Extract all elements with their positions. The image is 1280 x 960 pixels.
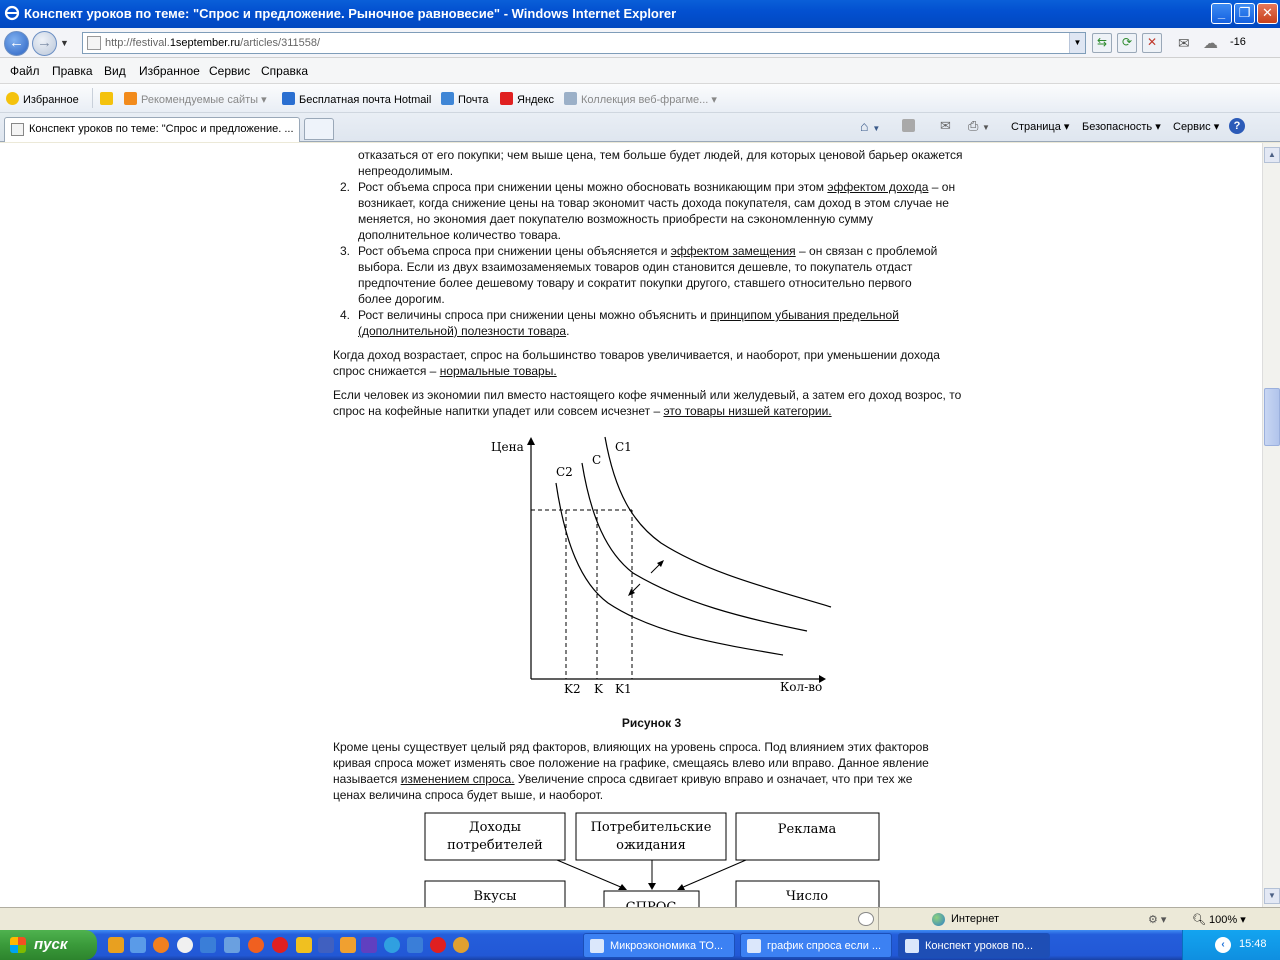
mail-icon <box>441 92 454 105</box>
quicklaunch-app-icon[interactable] <box>340 937 356 953</box>
zoom-level[interactable]: 🔍︎ 100% ▾ <box>1192 914 1246 926</box>
opera-icon[interactable] <box>272 937 288 953</box>
forward-button[interactable]: → <box>32 31 57 56</box>
vertical-scrollbar[interactable] <box>1262 143 1280 907</box>
paragraph-inferior-goods: Если человек из экономии пил вместо настоящего кофе ячменный или желудевый, а затем его доход возрос, то спрос на кофейные напитки упадет или совсем исчезнет – это товары низшей категории. <box>333 388 962 418</box>
yandex-icon <box>500 92 513 105</box>
list-item-fragment: отказаться от его покупки; чем выше цена, тем больше будет людей, для которых ценовой барьер окажется непреодолимым. <box>358 148 963 178</box>
quicklaunch-app-icon[interactable] <box>130 937 146 953</box>
address-dropdown-icon[interactable]: ▼ <box>1069 33 1085 53</box>
status-bar <box>0 907 1280 930</box>
link-marginal-utility[interactable]: принципом убывания предельной (дополнительной) полезности товара <box>358 308 899 338</box>
page-icon <box>11 123 24 136</box>
taskbar-item-ie-active[interactable]: Конспект уроков по... <box>898 933 1050 958</box>
quicklaunch-app-icon[interactable] <box>453 937 469 953</box>
help-icon[interactable]: ? <box>1229 118 1245 134</box>
ie-icon[interactable] <box>200 937 216 953</box>
taskbar <box>0 930 1280 960</box>
status-divider <box>878 908 879 930</box>
print-icon[interactable]: ⎙ ▼ <box>968 118 990 133</box>
curve-c1 <box>605 437 831 607</box>
scroll-up-icon[interactable]: ▲ <box>1264 147 1280 163</box>
ie-page-icon <box>564 92 577 105</box>
refresh-icon[interactable]: ⟳ <box>1117 33 1137 53</box>
maximize-button[interactable]: ❐ <box>1234 3 1255 24</box>
stop-icon[interactable]: ✕ <box>1142 33 1162 53</box>
menu-help[interactable]: Справка <box>261 64 309 78</box>
address-bar[interactable] <box>82 32 1086 54</box>
firefox-icon[interactable] <box>153 937 169 953</box>
clock: 15:48 <box>1239 938 1267 950</box>
list-number: 2. <box>340 180 351 194</box>
fav-web-slices[interactable]: Коллекция веб-фрагме... ▾ <box>564 92 717 106</box>
command-tools[interactable]: Сервис ▾ <box>1173 121 1220 133</box>
y-axis-arrow-icon <box>527 437 535 445</box>
tick-label-k: K <box>594 682 603 696</box>
compatibility-view-icon[interactable]: ⇆ <box>1092 33 1112 53</box>
favorites-bar <box>0 84 1280 113</box>
windows-logo-icon <box>10 937 26 953</box>
quicklaunch-app-icon[interactable] <box>318 937 334 953</box>
security-zone: Интернет <box>951 913 999 925</box>
command-safety[interactable]: Безопасность ▾ <box>1082 121 1161 133</box>
tick-label-k1: K1 <box>615 682 632 696</box>
taskbar-item-word[interactable]: Микроэкономика ТО... <box>583 933 735 958</box>
start-button[interactable]: пуск <box>0 930 97 960</box>
list-number: 4. <box>340 308 351 322</box>
popup-blocked-icon[interactable] <box>858 912 874 926</box>
opera-icon[interactable] <box>430 937 446 953</box>
fav-hotmail[interactable]: Бесплатная почта Hotmail <box>282 92 431 106</box>
demand-factors-diagram <box>423 811 883 907</box>
fav-suggested-sites[interactable]: Рекомендуемые сайты ▾ <box>124 92 267 106</box>
paragraph-normal-goods: Когда доход возрастает, спрос на большинство товаров увеличивается, и наоборот, при уменьшении дохода спрос снижается – нормальные товары. <box>333 348 940 378</box>
arrow-income-demand <box>557 860 623 888</box>
link-normal-goods[interactable]: нормальные товары. <box>439 364 557 378</box>
command-page[interactable]: Страница ▾ <box>1011 121 1070 133</box>
factor-label-number: Число <box>785 889 829 904</box>
weather-cloud-icon: ☁ <box>1203 35 1218 52</box>
arrowhead-icon <box>648 883 656 890</box>
tab-row <box>0 113 1280 142</box>
list-item: Рост объема спроса при снижении цены можно обосновать возникающим при этом эффектом дохода – он возникает, когда снижение цены на товар экономит часть дохода покупателя, сам доход в этом случае не меняется, но экономия дает покупателю возможность приобрести на сэкономленную сумму дополнительное количество товара. <box>358 180 956 242</box>
list-item: Рост объема спроса при снижении цены объясняется и эффектом замещения – он связан с проблемой выбора. Если из двух взаимозаменяемых товаров один становится дешевле, то покупатель отдаст предпочтение более дешевому товару и сократит покупки другого, ставшего относительно первого более дорогим. <box>358 244 938 306</box>
add-favorite-icon[interactable] <box>100 92 117 106</box>
factor-label-income: Доходы потребителей <box>447 820 543 853</box>
internet-globe-icon <box>932 913 945 926</box>
list-item: Рост величины спроса при снижении цены можно объяснить и принципом убывания предельной (дополнительной) полезности товара. <box>358 308 899 338</box>
ie-icon <box>905 939 919 953</box>
new-tab-button[interactable] <box>304 118 334 140</box>
history-dropdown-icon[interactable]: ▼ <box>60 38 69 48</box>
link-inferior-goods[interactable]: это товары низшей категории. <box>663 404 832 418</box>
tick-label-k2: K2 <box>564 682 581 696</box>
factor-label-tastes: Вкусы <box>473 889 517 904</box>
curve-c <box>582 463 807 631</box>
menu-favorites[interactable]: Избранное <box>139 64 200 78</box>
system-tray <box>1182 930 1280 960</box>
rss-feed-icon[interactable] <box>902 119 915 132</box>
title-bar <box>0 0 1280 28</box>
x-axis-label: Кол-во <box>780 680 823 694</box>
word-document-icon <box>590 939 604 953</box>
page-viewport <box>0 143 1262 907</box>
address-row <box>0 28 1280 58</box>
close-button[interactable]: ✕ <box>1257 3 1278 24</box>
list-number: 3. <box>340 244 351 258</box>
taskbar-item-ie-graph[interactable]: график спроса если ... <box>740 933 892 958</box>
firefox-icon[interactable] <box>248 937 264 953</box>
ie-page-icon <box>282 92 295 105</box>
mail-icon[interactable]: ✉ <box>1178 35 1190 51</box>
figure-caption: Рисунок 3 <box>621 716 682 730</box>
media-player-icon[interactable] <box>177 937 193 953</box>
fav-yandex[interactable]: Яндекс <box>500 92 554 106</box>
y-axis-label: Цена <box>491 440 524 454</box>
weather-temperature: -16 <box>1230 36 1246 48</box>
page-icon <box>87 36 101 50</box>
favorites-divider <box>92 88 93 108</box>
star-icon <box>6 92 19 105</box>
curve-label-c2: C2 <box>556 465 573 479</box>
paragraph-demand-change: Кроме цены существует целый ряд факторов, влияющих на уровень спроса. Под влиянием этих факторов кривая спроса может изменять свое положение на графике, смещаясь влево или вправо. Данное явление называется изменением спроса. Увеличение спроса сдвигает кривую вправо и означает, что при тех же ценах величина спроса будет выше, и наоборот. <box>333 740 929 802</box>
curve-label-c: C <box>592 453 602 467</box>
read-mail-icon[interactable]: ✉ <box>940 118 951 133</box>
address-url: http://festival.1september.ru/articles/311558/ <box>105 37 321 49</box>
window-title: Конспект уроков по теме: "Спрос и предложение. Рыночное равновесие" - Windows Internet Explorer <box>24 6 677 21</box>
quicklaunch-app-icon[interactable] <box>224 937 240 953</box>
fav-mail[interactable]: Почта <box>441 92 489 106</box>
ie-icon <box>747 939 761 953</box>
curve-label-c1: C1 <box>615 440 632 454</box>
protected-mode-icon[interactable]: ⚙ ▾ <box>1148 914 1167 926</box>
factor-label-advertising: Реклама <box>777 822 837 837</box>
minimize-button[interactable]: _ <box>1211 3 1232 24</box>
back-button[interactable]: ← <box>4 31 29 56</box>
menu-file[interactable]: Файл <box>10 64 40 78</box>
quicklaunch-app-icon[interactable] <box>108 937 124 953</box>
link-income-effect[interactable]: эффектом дохода <box>827 180 929 194</box>
quicklaunch-app-icon[interactable] <box>296 937 312 953</box>
quicklaunch-app-icon[interactable] <box>384 937 400 953</box>
scroll-thumb[interactable] <box>1264 388 1280 446</box>
factor-label-expectations: Потребительские ожидания <box>590 820 712 853</box>
menu-view[interactable]: Вид <box>104 64 126 78</box>
demand-curves-graph <box>483 433 843 703</box>
menu-edit[interactable]: Правка <box>52 64 93 78</box>
curve-c2 <box>556 483 783 655</box>
suggested-sites-icon <box>124 92 137 105</box>
favorites-button[interactable]: Избранное <box>6 92 79 106</box>
menu-bar <box>0 58 1280 84</box>
tab-active[interactable]: Конспект уроков по теме: "Спрос и предложение. ... <box>4 117 300 142</box>
ie-icon[interactable] <box>407 937 423 953</box>
home-icon[interactable]: ⌂ ▼ <box>860 118 881 134</box>
ie-logo-icon <box>4 5 20 21</box>
link-demand-change[interactable]: изменением спроса. <box>400 772 515 786</box>
menu-tools[interactable]: Сервис <box>209 64 251 78</box>
link-substitution-effect[interactable]: эффектом замещения <box>670 244 796 258</box>
scroll-down-icon[interactable]: ▼ <box>1264 888 1280 904</box>
quicklaunch-app-icon[interactable] <box>361 937 377 953</box>
arrowhead-icon <box>618 884 627 890</box>
tray-expand-icon[interactable]: ‹ <box>1215 937 1231 953</box>
